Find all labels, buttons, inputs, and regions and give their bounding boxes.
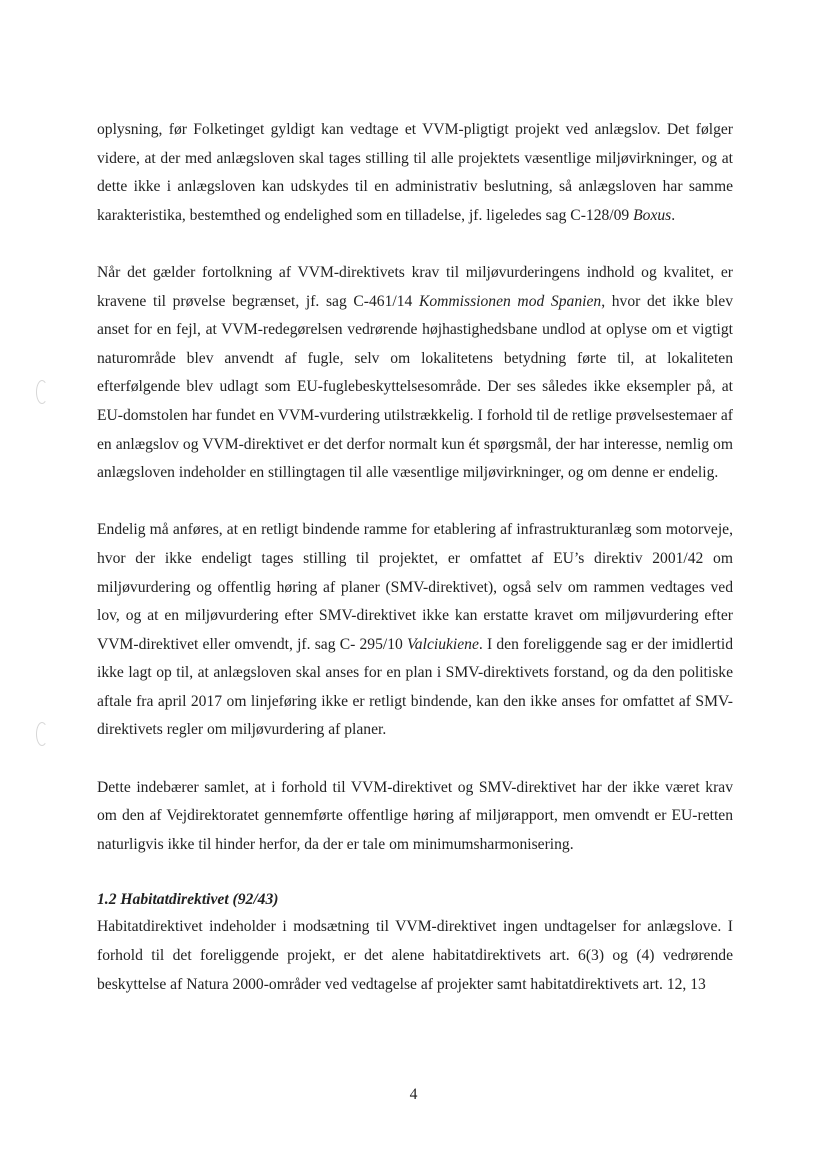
body-paragraph [97,259,733,488]
section-heading: 1.2 Habitatdirektivet (92/43) [97,891,279,909]
punch-hole-mark [36,722,48,746]
body-paragraph [97,116,733,230]
case-name-italic: Kommissionen mod Spanien [418,292,602,310]
paragraph-list [97,116,733,859]
body-paragraph [97,774,733,860]
document-body [97,116,733,999]
case-name-italic: Boxus [633,206,672,224]
punch-hole-mark [36,380,48,404]
paragraph-text: , hvor det ikke blev anset for en fejl, at VVM-redegørelsen vedrørende højhastighedsbane undlod at oplyse om et vigtigt naturområde blev anvendt af fugle, selv om lokalitetens betydning førte til, at lokaliteten efterfølgende blev udlagt som EU-fuglebeskyttelsesområde. Der ses således ikke eksempler på, at EU-domstolen har fundet en VVM-vurdering utilstrækkelig. I forhold til de retlige prøvelsestemaer af en anlægslov og VVM-direktivet er det derfor normalt kun ét spørgsmål, der har interesse, nemlig om anlægsloven indeholder en stillingtagen til alle væsentlige miljøvirkninger, og om denne er endelig. [97,292,733,482]
case-name-italic: Valciukiene [407,635,479,653]
page-number: 4 [409,1086,418,1103]
paragraph-text: Dette indebærer samlet, at i forhold til VVM-direktivet og SMV-direktivet har der ikke været krav om den af Vejdirektoratet gennemførte offentlige høring af miljørapport, men omvendt er EU-retten naturligvis ikke til hinder herfor, da der er tale om minimumsharmonisering. [97,778,733,853]
paragraph-text: . [671,206,676,224]
body-paragraph [97,516,733,745]
paragraph-text: oplysning, før Folketinget gyldigt kan vedtage et VVM-pligtigt projekt ved anlægslov. Det følger videre, at der med anlægsloven skal tages stilling til alle projektets væsentlige miljøvirkninger, og at dette ikke i anlægsloven kan udskydes til en administrativ beslutning, så anlægsloven har samme karakteristika, bestemthed og endelighed som en tilladelse, jf. ligeledes sag C-128/09 [97,121,733,224]
paragraph-text: Endelig må anføres, at en retligt bindende ramme for etablering af infrastrukturanlæg som motorveje, hvor der ikke endeligt tages stilling til projektet, er omfattet af EU’s direktiv 2001/42 om miljøvurdering og offentlig høring af planer (SMV-direktivet), også selv om rammen vedtages ved lov, og at en miljøvurdering efter SMV-direktivet ikke kan erstatte kravet om miljøvurdering efter VVM-direktivet eller omvendt, jf. sag C- 295/10 [97,521,733,653]
section-paragraph: Habitatdirektivet indeholder i modsætning til VVM-direktivet ingen undtagelser for anlægslove. I forhold til det foreliggende projekt, er det alene habitatdirektivets art. 6(3) og (4) vedrørende beskyttelse af Natura 2000-områder ved vedtagelse af projekter samt habitatdirektivets art. 12, 13 [97,918,733,993]
paragraph-text: Når det gælder fortolkning af VVM-direktivets krav til miljøvurderingens indhold og kvalitet, er kravene til prøvelse begrænset, jf. sag C-461/14 [97,263,733,310]
paragraph-text: . I den foreliggende sag er der imidlertid ikke lagt op til, at anlægsloven skal anses for en plan i SMV-direktivets forstand, og da den politiske aftale fra april 2017 om linjeføring ikke er retligt bindende, kan den ikke anses for omfattet af SMV-direktivets regler om miljøvurdering af planer. [97,635,733,739]
